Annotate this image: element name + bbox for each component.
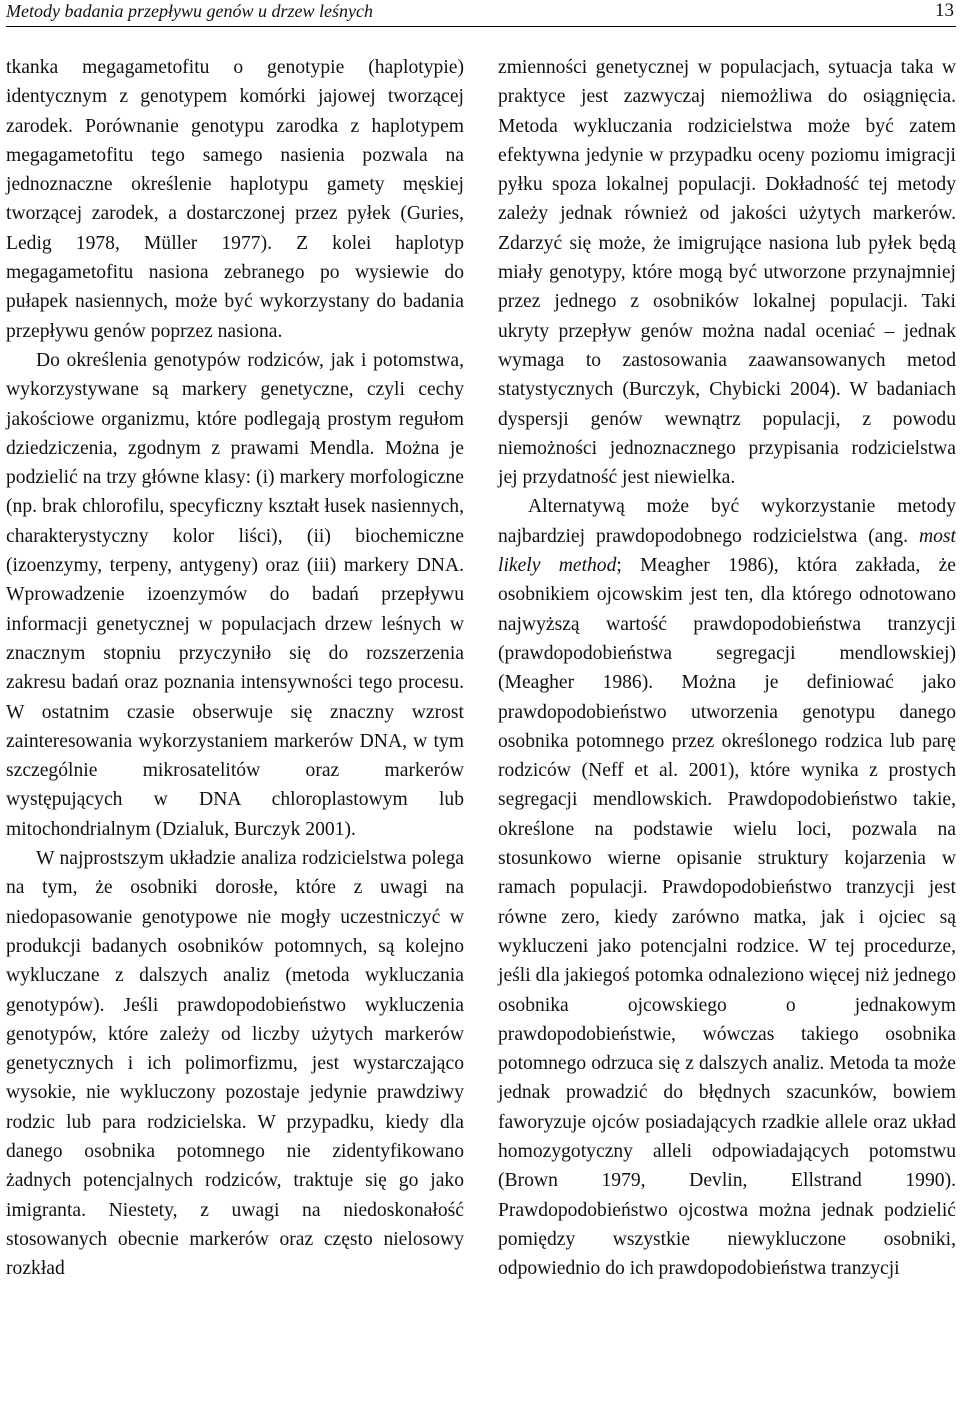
paragraph-right-2-start: Alternatywą może być wykorzystanie metody najbardziej prawdopodobnego rodzicielstwa (ang. [498,496,956,547]
left-column [6,53,464,1283]
paragraph-left-1: tkanka megagametofitu o genotypie (haplotypie) identycznym z genotypem komórki jajowej tworzącej zarodek. Porównanie genotypu zarodka z haplotypem megagametofitu tego samego nasienia pozwala na jednoznaczne określenie haplotypu gamety męskiej tworzącej zarodek, a dostarczonej przez pyłek (Guries, Ledig 1978, Müller 1977). Z kolei haplotyp megagametofitu nasiona zebranego po wysiewie do pułapek nasiennych, może być wykorzystany do badania przepływu genów poprzez nasiona. [6,57,464,342]
right-column [498,53,956,1283]
term-most-likely-method: most likely method [498,525,956,577]
page-number: 13 [935,0,954,21]
paragraph-left-3: W najprostszym układzie analiza rodzicielstwa polega na tym, że osobniki dorosłe, które z uwagi na niedopasowanie genotypowe nie mogły uczestniczyć w produkcji badanych osobników potomnych, są kolejno wykluczane z dalszych analiz (metoda wykluczania genotypów). Jeśli prawdopodobieństwo wykluczenia genotypów, które zależy od liczby użytych markerów genetycznych i ich polimorfizmu, jest wystarczająco wysokie, nie wykluczony pozostaje jedynie prawdziwy rodzic lub para rodzicielska. W przypadku, kiedy dla danego osobnika potomnego nie zidentyfikowano żadnych potencjalnych rodziców, traktuje się go jako imigranta. Niestety, z uwagi na niedoskonałość stosowanych obecnie markerów oraz często nielosowy rozkład [6,848,464,1280]
running-header [6,0,956,27]
running-title: Metody badania przepływu genów u drzew leśnych [6,1,373,21]
paragraph-right-2-rest: ; Meagher 1986), która zakłada, że osobnikiem ojcowskim jest ten, dla którego odnotowano najwyższą wartość prawdopodobieństwa tranzycji (prawdopodobieństwa segregacji mendlowskiej) (Meagher 1986). Można je definiować jako prawdopodobieństwo utworzenia genotypu danego osobnika potomnego przez określonego rodzica lub parę rodziców (Neff et al. 2001), które wynika z prostych segregacji mendlowskich. Prawdopodobieństwo takie, określone na podstawie wielu loci, pozwala na stosunkowo wierne opisanie struktury kojarzenia w ramach populacji. Prawdopodobieństwo tranzycji jest równe zero, kiedy zarówno matka, jak i ojciec są wykluczeni jako potencjalni rodzice. W tej procedurze, jeśli dla jakiegoś potomka odnaleziono więcej niż jednego osobnika ojcowskiego o jednakowym prawdopodobieństwie, wówczas takiego osobnika potomnego odrzuca się z dalszych analiz. Metoda ta może jednak prowadzić do błędnych szacunków, bowiem faworyzuje ojców posiadających rzadkie allele oraz układ homozygotyczny alleli odpowiadających potomstwu (Brown 1979, Devlin, Ellstrand 1990). Prawdopodobieństwo ojcostwa można jednak podzielić pomiędzy wszystkie niewykluczone osobniki, odpowiednio do ich prawdopodobieństwa tranzycji [498,555,956,1280]
paragraph-right-1: zmienności genetycznej w populacjach, sytuacja taka w praktyce jest zazwyczaj niemożliwa do osiągnięcia. Metoda wykluczania rodzicielstwa może być zatem efektywna jedynie w przypadku oceny poziomu imigracji pyłku spoza lokalnej populacji. Dokładność tej metody zależy jednak również od jakości użytych markerów. Zdarzyć się może, że imigrujące nasiona lub pyłek będą miały genotypy, które mogą być utworzone przynajmniej przez jednego z osobników lokalnej populacji. Taki ukryty przepływ genów można nadal oceniać – jednak wymaga to zastosowania zaawansowanych metod statystycznych (Burczyk, Chybicki 2004). W badaniach dyspersji genów wewnątrz populacji, z powodu niemożności jednoznacznego przypisania rodzicielstwa jej przydatność jest niewielka. [498,57,956,489]
paragraph-left-2: Do określenia genotypów rodziców, jak i potomstwa, wykorzystywane są markery genetyczne, czyli cechy jakościowe organizmu, które podlegają prostym regułom dziedziczenia, zgodnym z prawami Mendla. Można je podzielić na trzy główne klasy: (i) markery morfologiczne (np. brak chlorofilu, specyficzny kształt łusek nasiennych, charakterystyczny kolor liści), (ii) biochemiczne (izoenzymy, terpeny, antygeny) oraz (iii) markery DNA. Wprowadzenie izoenzymów do badań przepływu informacji genetycznej w populacjach drzew leśnych w znacznym stopniu przyczyniło się do rozszerzenia zakresu badań oraz poznania intensywności tego procesu. W ostatnim czasie obserwuje się znaczny wzrost zainteresowania wykorzystaniem markerów DNA, w tym szczególnie mikrosatelitów oraz markerów występujących w DNA chloroplastowym lub mitochondrialnym (Dzialuk, Burczyk 2001). [6,349,464,840]
paragraph-right-2 [498,492,956,1283]
